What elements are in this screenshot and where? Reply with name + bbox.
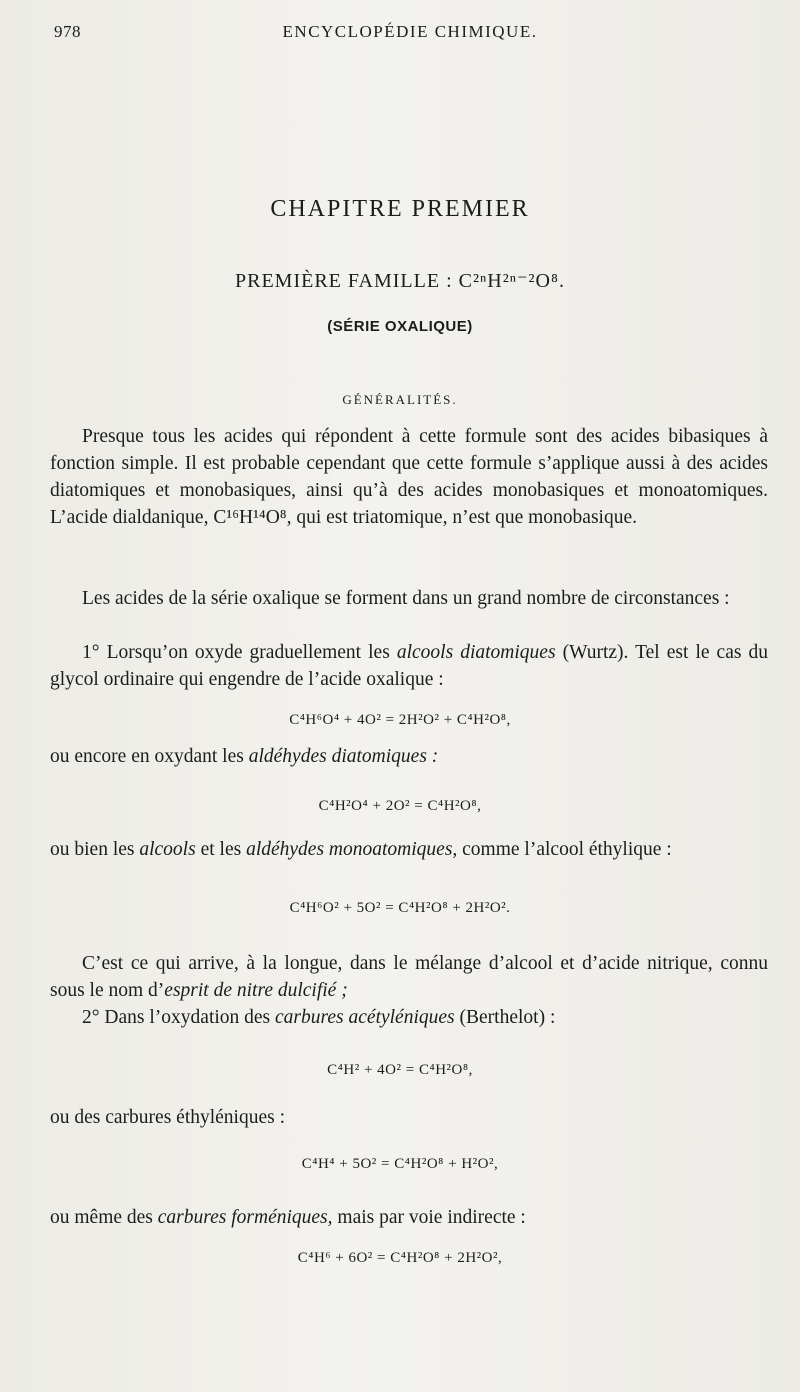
paragraph-6	[50, 950, 768, 1004]
paragraph-7-italic: carbures acétyléniques	[275, 1007, 455, 1028]
paragraph-3-start: 1° Lorsqu’on oxyde graduellement les	[82, 642, 390, 663]
paragraph-4-start: ou encore en oxydant les	[50, 746, 244, 767]
paragraph-3-end: (Wurtz). Tel est le cas du glycol ordinaire qui engendre de l’acide oxalique :	[50, 642, 768, 690]
paragraph-7	[50, 1004, 768, 1031]
paragraph-9	[50, 1204, 768, 1231]
formula-2: C⁴H²O⁴ + 2O² = C⁴H²O⁸,	[318, 798, 482, 814]
chapter-title: CHAPITRE PREMIER	[270, 196, 530, 222]
paragraph-1-text: Presque tous les acides qui répondent à cette formule sont des acides bibasiques à fonction simple. Il est probable cependant que cette formule s’applique aussi à des acides diatomiques et monobasiques, ainsi qu’à des acides monobasiques et monoatomiques. L’acide dialdanique, C¹⁶H¹⁴O⁸, qui est triatomique, n’est que monobasique.	[50, 426, 768, 528]
paragraph-6-start: C’est ce qui arrive, à la longue, dans le mélange d’alcool et d’acide nitrique, connu sous le nom d’	[50, 953, 768, 1001]
paragraph-2	[50, 585, 768, 612]
paragraph-4	[50, 743, 768, 770]
paragraph-5-c: comme l’alcool éthylique :	[462, 839, 672, 860]
series-title: (SÉRIE OXALIQUE)	[327, 318, 473, 335]
formula-4: C⁴H² + 4O² = C⁴H²O⁸,	[327, 1062, 473, 1078]
formula-6: C⁴H⁶ + 6O² = C⁴H²O⁸ + 2H²O²,	[297, 1250, 503, 1266]
page-header	[50, 18, 770, 48]
formula-5: C⁴H⁴ + 5O² = C⁴H²O⁸ + H²O²,	[301, 1156, 499, 1172]
paragraph-4-italic: aldéhydes diatomiques :	[248, 746, 439, 767]
paragraph-3-italic: alcools diatomiques	[396, 642, 556, 663]
section-title: GÉNÉRALITÉS.	[342, 392, 458, 407]
paragraph-3	[50, 639, 768, 693]
paragraph-7-start: 2° Dans l’oxydation des	[82, 1007, 271, 1028]
paragraph-5	[50, 836, 768, 863]
paragraph-8	[50, 1104, 768, 1131]
paragraph-1	[50, 423, 768, 531]
running-title: ENCYCLOPÉDIE CHIMIQUE.	[282, 22, 538, 41]
paragraph-5-b: et les	[200, 839, 242, 860]
paragraph-9-end: mais par voie indirecte :	[337, 1207, 526, 1228]
paragraph-7-end: (Berthelot) :	[459, 1007, 556, 1028]
paragraph-5-italic-1: alcools	[139, 839, 196, 860]
page-number: 978	[54, 22, 81, 41]
paragraph-5-italic-2: aldéhydes monoatomiques,	[246, 839, 458, 860]
paragraph-2-text: Les acides de la série oxalique se forment dans un grand nombre de circonstances :	[82, 588, 730, 609]
paragraph-8-text: ou des carbures éthyléniques :	[50, 1107, 286, 1128]
formula-1: C⁴H⁶O⁴ + 4O² = 2H²O² + C⁴H²O⁸,	[289, 712, 511, 728]
paragraph-9-italic: carbures forméniques,	[157, 1207, 333, 1228]
paragraph-9-start: ou même des	[50, 1207, 153, 1228]
formula-3: C⁴H⁶O² + 5O² = C⁴H²O⁸ + 2H²O².	[289, 900, 511, 916]
paragraph-5-a: ou bien les	[50, 839, 135, 860]
paragraph-6-italic: esprit de nitre dulcifié ;	[164, 980, 348, 1001]
family-title: PREMIÈRE FAMILLE : C²ⁿH²ⁿ⁻²O⁸.	[235, 270, 565, 292]
